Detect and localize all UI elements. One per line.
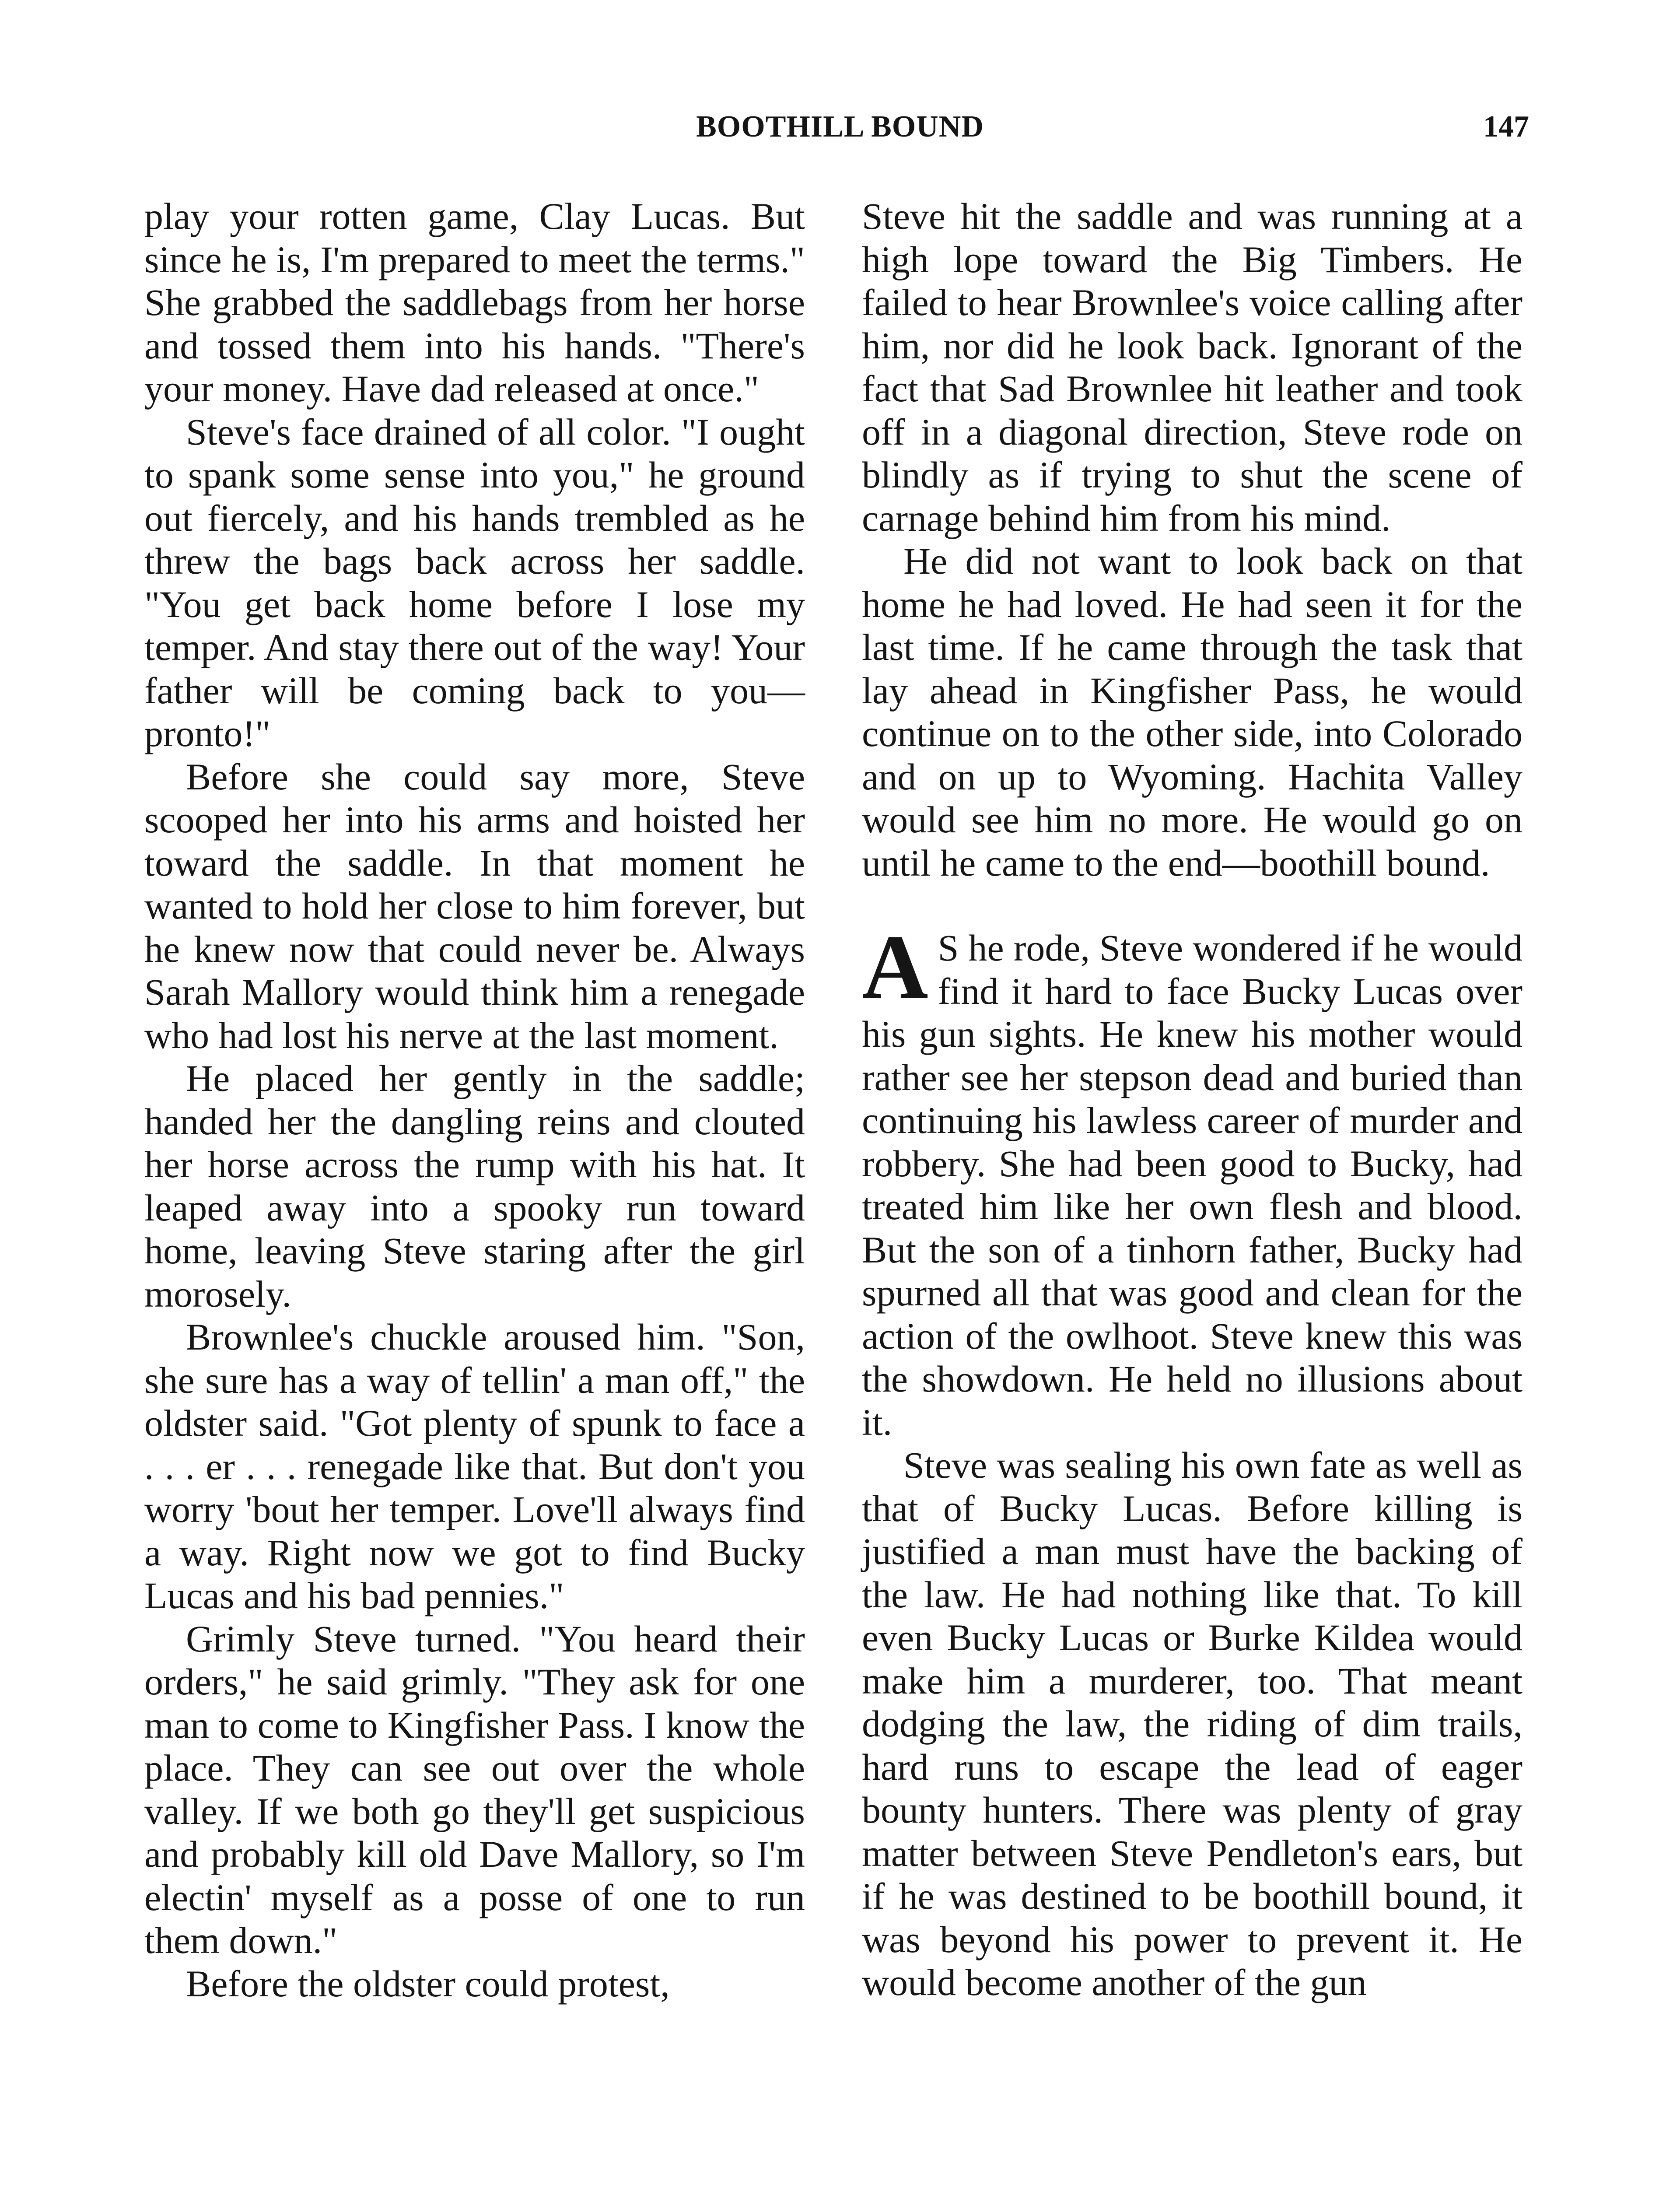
paragraph: Brownlee's chuckle aroused him. "Son, she sure has a way of tellin' a man off," the oldster said. "Got plenty of spunk to face a . . . er . . . renegade like that. But don't you worry 'bout her temper. Love'll always find a way. Right now we got to find Bucky Lucas and his bad pennies." (144, 1316, 805, 1616)
paragraph: Steve was sealing his own fate as well as that of Bucky Lucas. Before killing is justified a man must have the backing of the law. He had nothing like that. To kill even Bucky Lucas or Burke Kildea would make him a murderer, too. That meant dodging the law, the riding of dim trails, hard runs to escape the lead of eager bounty hunters. There was plenty of gray matter between Steve Pendleton's ears, but if he was destined to be boothill bound, it was beyond his power to prevent it. He would become another of the gun (862, 1444, 1522, 2003)
paragraph: play your rotten game, Clay Lucas. But since he is, I'm prepared to meet the terms." She grabbed the saddlebags from her horse and tossed them into his hands. "There's your money. Have dad released at once." (144, 195, 805, 410)
paragraph: Steve hit the saddle and was running at a high lope toward the Big Timbers. He failed to hear Brownlee's voice calling after him, nor did he look back. Ignorant of the fact that Sad Brownlee hit leather and took off in a diagonal direction, Steve rode on blindly as if trying to shut the scene of carnage behind him from his mind. (862, 195, 1522, 539)
page-header (0, 109, 1680, 158)
drop-cap-paragraph (862, 916, 1522, 1444)
page-number: 147 (1483, 110, 1529, 144)
right-column (862, 195, 1522, 2004)
drop-cap: A (862, 916, 928, 1018)
running-title: BOOTHILL BOUND (696, 110, 984, 144)
paragraph: Grimly Steve turned. "You heard their orders," he said grimly. "They ask for one man to come to Kingfisher Pass. I know the place. They can see out over the whole valley. If we both go they'll get suspicious and probably kill old Dave Mallory, so I'm electin' myself as a posse of one to run them down." (144, 1617, 805, 1961)
section-break (862, 884, 1522, 926)
paragraph: He did not want to look back on that home he had loved. He had seen it for the last time. If he came through the task that lay ahead in Kingfisher Pass, he would continue on to the other side, into Colorado and on up to Wyoming. Hachita Valley would see him no more. He would go on until he came to the end—boothill bound. (862, 540, 1522, 884)
paragraph: He placed her gently in the saddle; handed her the dangling reins and clouted her horse across the rump with his hat. It leaped away into a spooky run toward home, leaving Steve staring after the girl morosely. (144, 1057, 805, 1315)
left-column (144, 195, 805, 2005)
paragraph: Steve's face drained of all color. "I ought to spank some sense into you," he ground out fiercely, and his hands trembled as he threw the bags back across her saddle. "You get back home before I lose my temper. And stay there out of the way! Your father will be coming back to you—pronto!" (144, 410, 805, 754)
paragraph-text: S he rode, Steve wondered if he would find it hard to face Bucky Lucas over his gun sights. He knew his mother would rather see her stepson dead and buried than continuing his lawless career of murder and robbery. She had been good to Bucky, had treated him like her own flesh and blood. But the son of a tinhorn father, Bucky had spurned all that was good and clean for the action of the owlhoot. Steve knew this was the showdown. He held no illusions about it. (862, 927, 1522, 1443)
paragraph: Before the oldster could protest, (186, 1962, 670, 2005)
paragraph: Before she could say more, Steve scooped her into his arms and hoisted her toward the saddle. In that moment he wanted to hold her close to him forever, but he knew now that could never be. Always Sarah Mallory would think him a renegade who had lost his nerve at the last moment. (144, 755, 805, 1056)
